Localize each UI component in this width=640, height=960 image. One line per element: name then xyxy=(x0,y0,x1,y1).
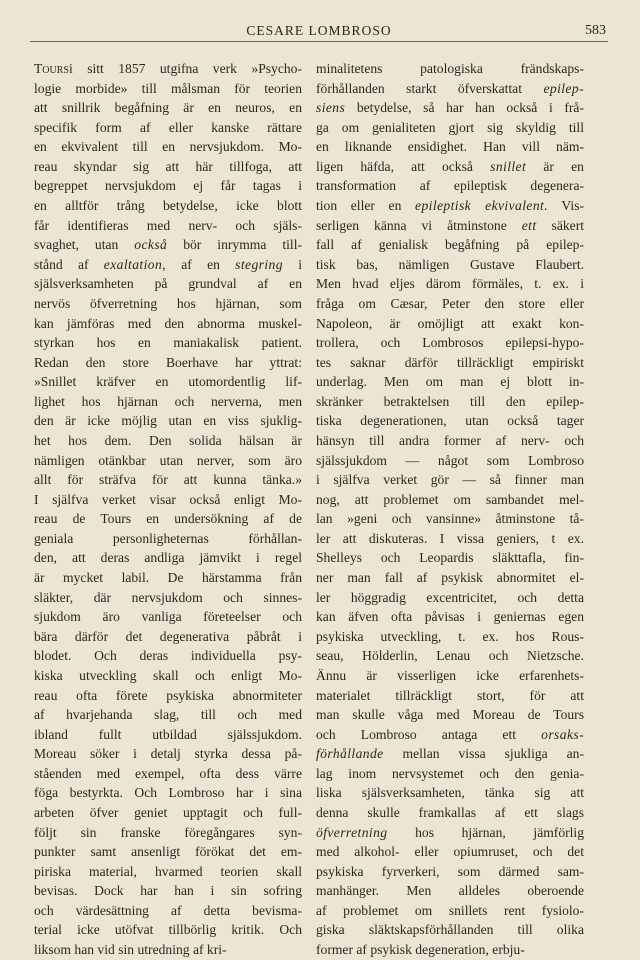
page-header xyxy=(30,19,608,42)
emphasis-text: ett xyxy=(521,217,537,233)
text-run: skränker betraktelsen till den epilep- xyxy=(316,393,584,409)
text-run: själsverksamheten på grundval af en xyxy=(34,276,302,292)
emphasis-text: exaltation, xyxy=(103,256,166,272)
text-run: fråga om Cæsar, Peter den store eller xyxy=(316,295,584,311)
text-run: hänsyn till andra former af nerv- och xyxy=(316,432,584,448)
text-run: sjukdom äro vanliga företeelser och xyxy=(34,609,302,625)
text-run: seau, Hölderlin, Lenau och Nietzsche. xyxy=(316,648,584,664)
text-line xyxy=(316,392,584,412)
emphasis-text: orsaks- xyxy=(541,726,584,742)
left-column xyxy=(34,59,302,960)
text-run: Vis- xyxy=(548,198,585,214)
text-line xyxy=(34,333,302,353)
text-run: själssjukdom — något som Lombroso xyxy=(316,452,584,468)
text-run: Shelleys och Leopardis släkttafla, fin- xyxy=(316,550,584,566)
text-line xyxy=(316,920,584,940)
text-run: tiska degenerationen, utan också tager xyxy=(316,413,584,429)
text-line xyxy=(316,470,584,490)
text-run: begreppet nervsjukdom ej får tagas i xyxy=(34,178,302,194)
text-run: Tours xyxy=(34,61,69,76)
emphasis-text: stegring xyxy=(235,256,283,272)
text-run: kan jämföras med den abnorma muskel- xyxy=(34,315,302,331)
text-line xyxy=(316,744,584,764)
text-line xyxy=(316,98,584,118)
text-run: bevisas. Dock har han i sin sofring xyxy=(34,883,302,899)
text-line xyxy=(316,940,584,960)
text-line xyxy=(316,529,584,549)
text-line xyxy=(316,764,584,784)
text-line xyxy=(34,118,302,138)
text-run: ler att diskuteras. I vissa geniers, t ex. xyxy=(316,530,584,546)
text-line xyxy=(34,725,302,745)
text-line xyxy=(34,157,302,177)
text-run: trollera, och Lombrosos epilepsi-hypo- xyxy=(316,335,584,351)
text-line xyxy=(34,627,302,647)
text-line xyxy=(316,451,584,471)
text-run: tes saknar därför tillräckligt empiriskt xyxy=(316,354,584,370)
text-run: får identifieras med nerv- och själs- xyxy=(34,217,302,233)
text-run: logie morbide» till målsman för teorien xyxy=(34,80,302,96)
text-run: liska själsverksamheten, tänka sig att xyxy=(316,785,584,801)
text-run: ler höggradig excentricitet, och detta xyxy=(316,589,584,605)
text-line xyxy=(34,666,302,686)
emphasis-text: öfverretning xyxy=(316,824,388,840)
text-run: den är icke möjlig utan en viss sjuklig- xyxy=(34,413,302,429)
text-line xyxy=(34,470,302,490)
text-line xyxy=(34,314,302,334)
text-line xyxy=(316,176,584,196)
text-run: lan »geni och vansinne» åtminstone tå- xyxy=(316,511,584,527)
emphasis-text: siens xyxy=(316,100,346,116)
text-run: styrkan hos en maniakalisk patient. xyxy=(34,335,302,351)
text-run: Moreau söker i detalj styrka dessa på- xyxy=(34,746,302,762)
text-run: reau de Tours en undersökning af de xyxy=(34,511,302,527)
text-line xyxy=(316,803,584,823)
text-run: manhänger. Men alldeles oberoende xyxy=(316,883,584,899)
text-run: svaghet, utan xyxy=(34,237,135,253)
text-line xyxy=(34,235,302,255)
text-run: betydelse, så har han också i frå- xyxy=(345,100,584,116)
text-line xyxy=(34,392,302,412)
text-line xyxy=(34,862,302,882)
running-title: CESARE LOMBROSO xyxy=(246,23,392,38)
text-run: denna skulle framkallas af ett slags xyxy=(316,804,584,820)
text-line xyxy=(34,705,302,725)
text-line xyxy=(34,548,302,568)
text-line xyxy=(34,920,302,940)
text-line xyxy=(316,490,584,510)
text-line xyxy=(316,881,584,901)
text-run: säkert xyxy=(536,217,584,233)
text-run: en ekvivalent till en nervsjukdom. Mo- xyxy=(34,139,302,155)
text-run: af en xyxy=(165,256,236,272)
text-run: ibland fullt utbildad själssjukdom. xyxy=(34,726,302,742)
text-line xyxy=(316,137,584,157)
text-run: kan äfven ofta påvisas i geniernas egen xyxy=(316,609,584,625)
text-line xyxy=(316,372,584,392)
text-run: Men hvad eljes därom förmäles, t. ex. i xyxy=(316,276,584,292)
text-run: Redan den store Boerhave har yttrat: xyxy=(34,354,302,370)
text-line xyxy=(34,783,302,803)
text-run: ga om genialiteten gjort sig skyldig till xyxy=(316,119,584,135)
text-line xyxy=(34,79,302,99)
text-line xyxy=(34,274,302,294)
text-run: i xyxy=(282,256,302,272)
text-run: fall af genialisk begåfning på epilep- xyxy=(316,237,584,253)
text-line xyxy=(316,196,584,216)
text-run: en liknande ensidighet. Han vill näm- xyxy=(316,139,584,155)
text-run: stånd af xyxy=(34,256,104,272)
text-line xyxy=(34,411,302,431)
text-line xyxy=(316,725,584,745)
text-run: underlag. Men om man ej blott in- xyxy=(316,374,584,390)
text-run: liksom han vid sin utredning af kri- xyxy=(34,942,227,958)
text-line xyxy=(316,118,584,138)
text-line xyxy=(34,59,302,79)
text-line xyxy=(316,294,584,314)
text-run: i sitt 1857 utgifna verk »Psycho- xyxy=(68,61,302,76)
emphasis-text: epilep- xyxy=(543,80,584,96)
text-line xyxy=(316,627,584,647)
text-run: piriska material, hvarmed teorien skall xyxy=(34,863,302,879)
right-column xyxy=(316,59,584,960)
text-run: är mycket labil. De härstamma från xyxy=(34,570,302,586)
text-run: minalitetens patologiska frändskaps- xyxy=(316,61,584,76)
text-line xyxy=(316,607,584,627)
text-line xyxy=(316,509,584,529)
text-line xyxy=(34,823,302,843)
text-line xyxy=(34,255,302,275)
text-line xyxy=(34,353,302,373)
text-run: tisk bas, nämligen Gustave Flaubert. xyxy=(316,256,584,272)
text-run: och Lombroso antaga ett xyxy=(316,726,542,742)
text-run: att snillrik begåfning är en neuros, en xyxy=(34,100,302,116)
text-line xyxy=(316,901,584,921)
text-run: förhållanden starkt öfverskattat xyxy=(316,80,544,96)
text-line xyxy=(34,137,302,157)
text-run: bära därför det degenerativa påbråt i xyxy=(34,628,302,644)
text-run: lighet hos hjärnan och nerverna, men xyxy=(34,393,302,409)
text-line xyxy=(34,842,302,862)
text-line xyxy=(316,548,584,568)
emphasis-text: epileptisk ekvivalent. xyxy=(415,198,549,214)
text-line xyxy=(34,803,302,823)
text-line xyxy=(34,176,302,196)
text-line xyxy=(316,568,584,588)
text-run: serligen känna vi åtminstone xyxy=(316,217,522,233)
text-run: former af psykisk degeneration, erbju- xyxy=(316,942,525,958)
text-run: följt sin franske föregångares syn- xyxy=(34,824,302,840)
text-line xyxy=(316,686,584,706)
text-run: psykiska utveckling, t. ex. hos Rous- xyxy=(316,628,584,644)
text-line xyxy=(34,646,302,666)
text-line xyxy=(316,79,584,99)
emphasis-text: också xyxy=(134,237,168,253)
text-run: den, att deras andliga jämvikt i regel xyxy=(34,550,302,566)
text-run: transformation af epileptisk degenera- xyxy=(316,178,584,194)
text-line xyxy=(34,881,302,901)
text-run: Napoleon, är omöjligt att exakt kon- xyxy=(316,315,584,331)
text-run: och värdesättning af detta bevisma- xyxy=(34,902,302,918)
text-line xyxy=(316,235,584,255)
text-line xyxy=(34,588,302,608)
text-run: af hvarjehanda slag, till och med xyxy=(34,707,302,723)
text-run: tion eller en xyxy=(316,198,416,214)
text-run: nervös öfverretning hos hjärnan, som xyxy=(34,295,302,311)
text-line xyxy=(316,333,584,353)
text-run: materialet tillräckligt stort, för att xyxy=(316,687,584,703)
text-run: blodet. Och deras individuella psy- xyxy=(34,648,302,664)
text-line xyxy=(34,196,302,216)
text-line xyxy=(34,529,302,549)
text-line xyxy=(34,98,302,118)
text-line xyxy=(34,686,302,706)
text-line xyxy=(316,842,584,862)
page-number: 583 xyxy=(585,23,606,38)
text-line xyxy=(316,216,584,236)
text-line xyxy=(316,783,584,803)
text-line xyxy=(34,509,302,529)
text-line xyxy=(34,940,302,960)
text-run: reau skyndar sig att här tillfoga, att xyxy=(34,158,302,174)
text-line xyxy=(316,705,584,725)
text-run: ståenden med exempel, ofta dess värre xyxy=(34,765,302,781)
text-run: man skulle våga med Moreau de Tours xyxy=(316,707,584,723)
text-run: lag inom nervsystemet och den genia- xyxy=(316,765,584,781)
text-line xyxy=(316,823,584,843)
text-line xyxy=(34,216,302,236)
text-line xyxy=(316,59,584,79)
text-run: I själfva verket visar också enligt Mo- xyxy=(34,491,302,507)
text-run: psykiska fyrverkeri, som därmed sam- xyxy=(316,863,584,879)
emphasis-text: snillet xyxy=(490,158,527,174)
text-run: i själfva verket gör — så finner man xyxy=(316,472,584,488)
text-run: nog, att problemet om sambandet mel- xyxy=(316,491,584,507)
text-line xyxy=(316,314,584,334)
text-line xyxy=(316,431,584,451)
text-line xyxy=(34,490,302,510)
text-line xyxy=(316,646,584,666)
text-run: giska släktskapsförhållanden till olika xyxy=(316,922,584,938)
text-line xyxy=(34,294,302,314)
text-run: kiska utveckling skall och enligt Mo- xyxy=(34,667,302,683)
text-line xyxy=(34,451,302,471)
text-run: hos hjärnan, jämförlig xyxy=(387,824,584,840)
text-run: släkter, där nervsjukdom och sinnes- xyxy=(34,589,302,605)
text-run: med alkohol- eller opiumruset, och det xyxy=(316,844,584,860)
text-run: arbeten öfver geniet upptagit och full- xyxy=(34,804,302,820)
text-run: ligen häfda, att också xyxy=(316,158,491,174)
text-run: allt för sträfva för att kunna tänka.» xyxy=(34,472,302,488)
emphasis-text: förhållande xyxy=(316,746,384,762)
text-run: är en xyxy=(526,158,584,174)
text-line xyxy=(34,372,302,392)
text-run: specifik form af eller kanske rättare xyxy=(34,119,302,135)
text-run: het hos dem. Den solida hälsan är xyxy=(34,432,302,448)
text-run: mellan vissa sjukliga an- xyxy=(383,746,584,762)
text-line xyxy=(316,588,584,608)
text-line xyxy=(34,901,302,921)
text-run: föga bestyrkta. Och Lombroso har i sina xyxy=(34,785,302,801)
text-run: reau ofta förete psykiska abnormiteter xyxy=(34,687,302,703)
text-line xyxy=(34,568,302,588)
text-run: ner man fall af psykisk abnormitet el- xyxy=(316,570,584,586)
text-line xyxy=(316,353,584,373)
text-run: bör inrymma till- xyxy=(167,237,302,253)
text-line xyxy=(34,607,302,627)
text-line xyxy=(316,666,584,686)
text-run: terial icke utöfvat tillbörlig kritik. Och xyxy=(34,922,302,938)
text-run: »Snillet kräfver en utomordentlig lif- xyxy=(34,374,302,390)
text-run: en alltför trång betydelse, icke blott xyxy=(34,198,302,214)
text-line xyxy=(316,411,584,431)
text-run: punkter samt ansenligt förökat det em- xyxy=(34,844,302,860)
text-run: nämligen otänkbar utan nerver, som äro xyxy=(34,452,302,468)
text-run: geniala personligheternas förhållan- xyxy=(34,530,302,546)
text-line xyxy=(316,862,584,882)
text-line xyxy=(34,744,302,764)
text-run: Ännu är visserligen icke erfarenhets- xyxy=(316,667,584,683)
text-line xyxy=(316,157,584,177)
text-line xyxy=(316,274,584,294)
text-line xyxy=(316,255,584,275)
text-line xyxy=(34,764,302,784)
text-line xyxy=(34,431,302,451)
text-run: af problemet om snillets rent fysiolo- xyxy=(316,902,584,918)
